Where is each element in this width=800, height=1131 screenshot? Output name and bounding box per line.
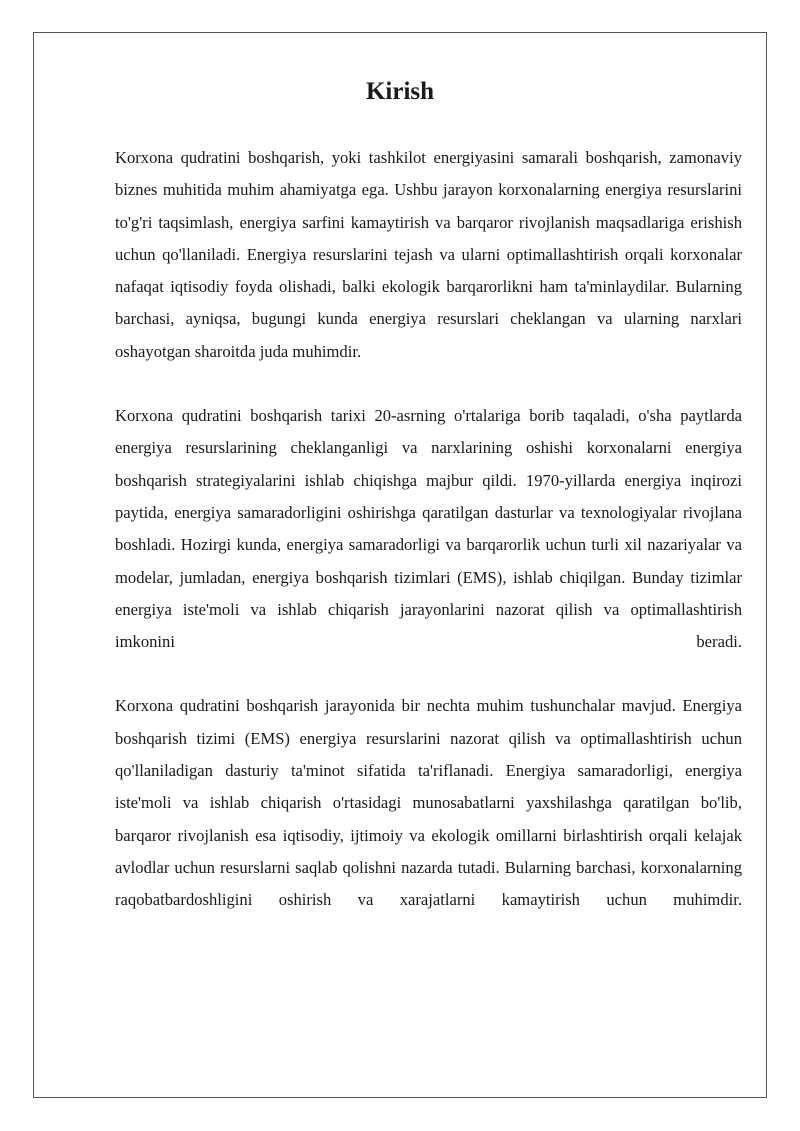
page-title: Kirish bbox=[365, 78, 435, 105]
paragraph-2: Korxona qudratini boshqarish tarixi 20-asrning o'rtalariga borib taqaladi, o'sha paytlarda energiya resurslarining cheklanganligi va narxlarining oshishi korxonalarni energiya boshqarish strategiyalarini ishlab chiqishga majbur qildi. 1970-yillarda energiya inqirozi paytida, energiya samaradorligini oshirishga qaratilgan dasturlar va texnologiyalar rivojlana boshladi. Hozirgi kunda, energiya samaradorligi va barqarorlik uchun turli xil nazariyalar va modelar, jumladan, energiya boshqarish tizimlari (EMS), ishlab chiqilgan. Bunday tizimlar energiya iste'moli va ishlab chiqarish jarayonlarini nazorat qilish va optimallashtirish imkonini beradi. bbox=[115, 406, 742, 652]
paragraph-1: Korxona qudratini boshqarish, yoki tashkilot energiyasini samarali boshqarish, zamonaviy biznes muhitida muhim ahamiyatga ega. Ushbu jarayon korxonalarning energiya resurslarini to'g'ri taqsimlash, energiya sarfini kamaytirish va barqaror rivojlanish maqsadlariga erishish uchun qo'llaniladi. Energiya resurslarini tejash va ularni optimallashtirish orqali korxonalar nafaqat iqtisodiy foyda olishadi, balki ekologik barqarorlikni ham ta'minlaydilar. Bularning barchasi, ayniqsa, bugungi kunda energiya resurslari cheklangan va ularning narxlari oshayotgan sharoitda juda muhimdir. bbox=[115, 148, 742, 361]
document-body bbox=[115, 142, 742, 949]
paragraph-3: Korxona qudratini boshqarish jarayonida bir nechta muhim tushunchalar mavjud. Energiya boshqarish tizimi (EMS) energiya resurslarini nazorat qilish va optimallashtirish uchun qo'llaniladigan dasturiy ta'minot sifatida ta'riflanadi. Energiya samaradorligi, energiya iste'moli va ishlab chiqarish o'rtasidagi munosabatlarni yaxshilashga qaratilgan bo'lib, barqaror rivojlanish esa iqtisodiy, ijtimoiy va ekologik omillarni birlashtirish orqali kelajak avlodlar uchun resurslarni saqlab qolishni nazarda tutadi. Bularning barchasi, korxonalarning raqobatbardoshligini oshirish va xarajatlarni kamaytirish uchun muhimdir. bbox=[115, 696, 742, 910]
